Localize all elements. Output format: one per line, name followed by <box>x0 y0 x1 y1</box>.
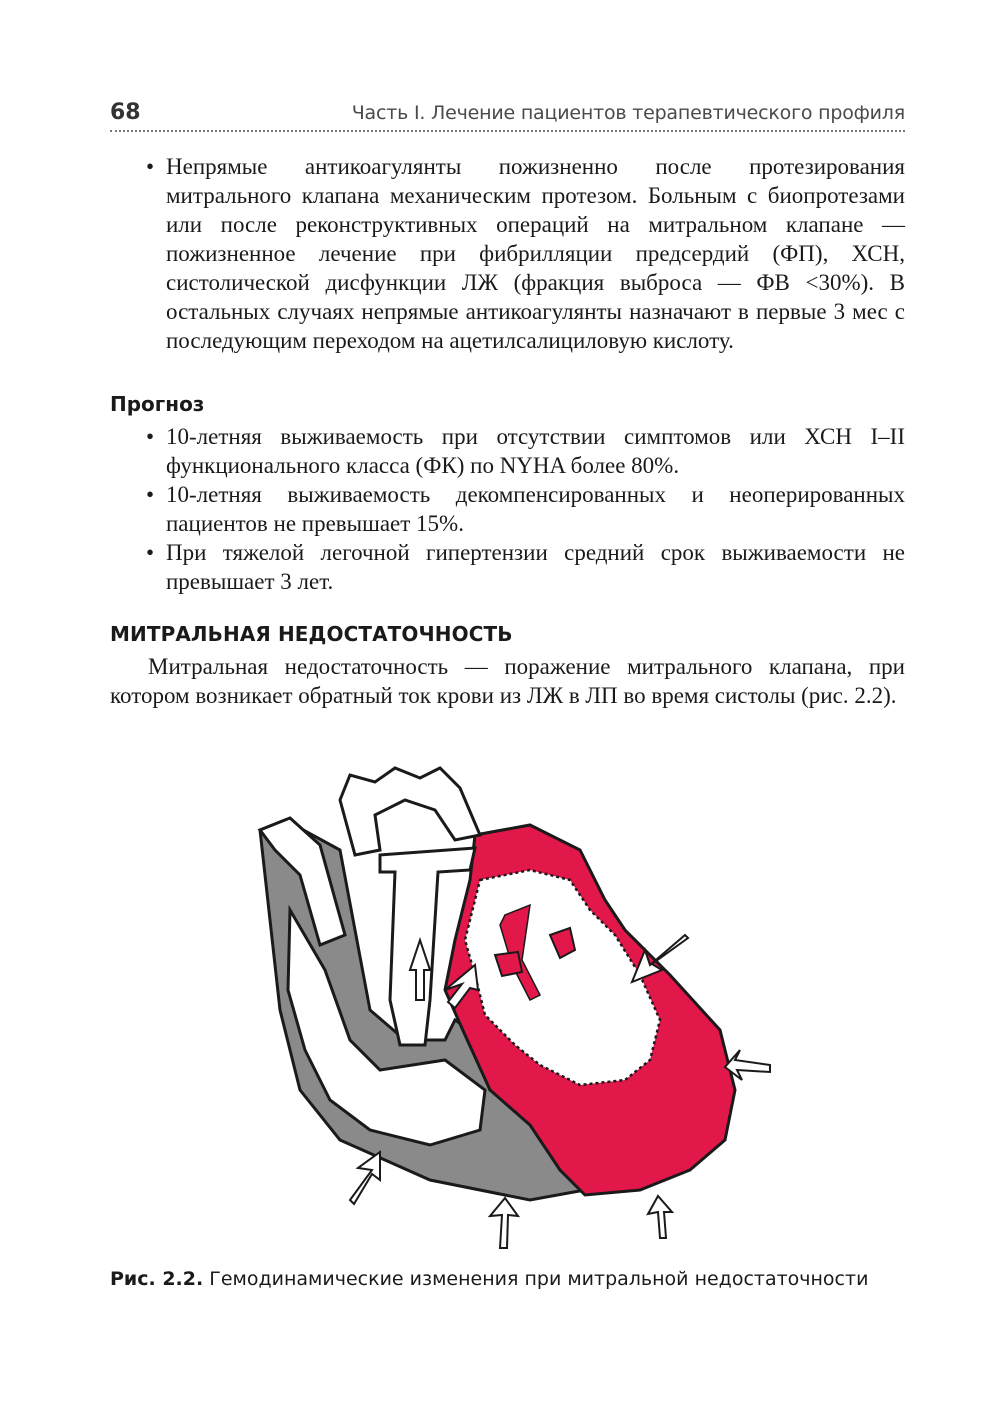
external-arrow <box>350 1152 380 1204</box>
list-item <box>146 422 905 480</box>
bullet-marker: • <box>146 424 155 449</box>
bullet-text: 10-летняя выживаемость декомпенсированных и неоперированных пациентов не превышает 15%. <box>166 482 905 536</box>
aortic-arch <box>340 768 480 855</box>
bullet-text: При тяжелой легочной гипертензии средний срок выживаемости не превышает 3 лет. <box>166 540 905 594</box>
bullet-marker: • <box>146 154 155 179</box>
page-header <box>110 96 905 132</box>
caption-text: Гемодинамические изменения при митральной недостаточности <box>203 1268 869 1290</box>
header-divider <box>110 130 905 132</box>
running-title: Часть I. Лечение пациентов терапевтического профиля <box>351 102 905 124</box>
bullet-text: 10-летняя выживаемость при отсутствии симптомов или ХСН I–II функционального класса (ФК) по NYHA более 80%. <box>166 424 905 478</box>
bullet-text: Непрямые антикоагулянты пожизненно после протезирования митрального клапана механическим протезом. Больным с биопротезами или после реконструктивных операций на митральном клапане — пожизненное лечение при фибрилляции предсердий (ФП), ХСН, систолической дисфункции ЛЖ (фракция выброса — ФВ <30%). В остальных случаях непрямые антикоагулянты назначают в первые 3 мес с последующим переходом на ацетилсалициловую кислоту. <box>166 154 905 353</box>
list-item <box>146 152 905 355</box>
prognosis-bullet-list <box>146 422 905 596</box>
heart-diagram <box>230 760 790 1260</box>
bullet-marker: • <box>146 540 155 565</box>
external-arrow <box>490 1198 518 1248</box>
list-item <box>146 480 905 538</box>
page-number: 68 <box>110 100 141 125</box>
figure-caption <box>110 1268 868 1290</box>
caption-label: Рис. 2.2. <box>110 1268 204 1290</box>
bullet-marker: • <box>146 482 155 507</box>
section-title: МИТРАЛЬНАЯ НЕДОСТАТОЧНОСТЬ <box>110 622 513 646</box>
anticoagulant-bullet-list <box>146 152 905 355</box>
prognosis-heading: Прогноз <box>110 392 205 416</box>
external-arrow <box>648 1196 672 1238</box>
section-paragraph: Митральная недостаточность — поражение митрального клапана, при котором возникает обратный ток крови из ЛЖ в ЛП во время систолы (рис. 2.2). <box>110 654 905 708</box>
list-item <box>146 538 905 596</box>
